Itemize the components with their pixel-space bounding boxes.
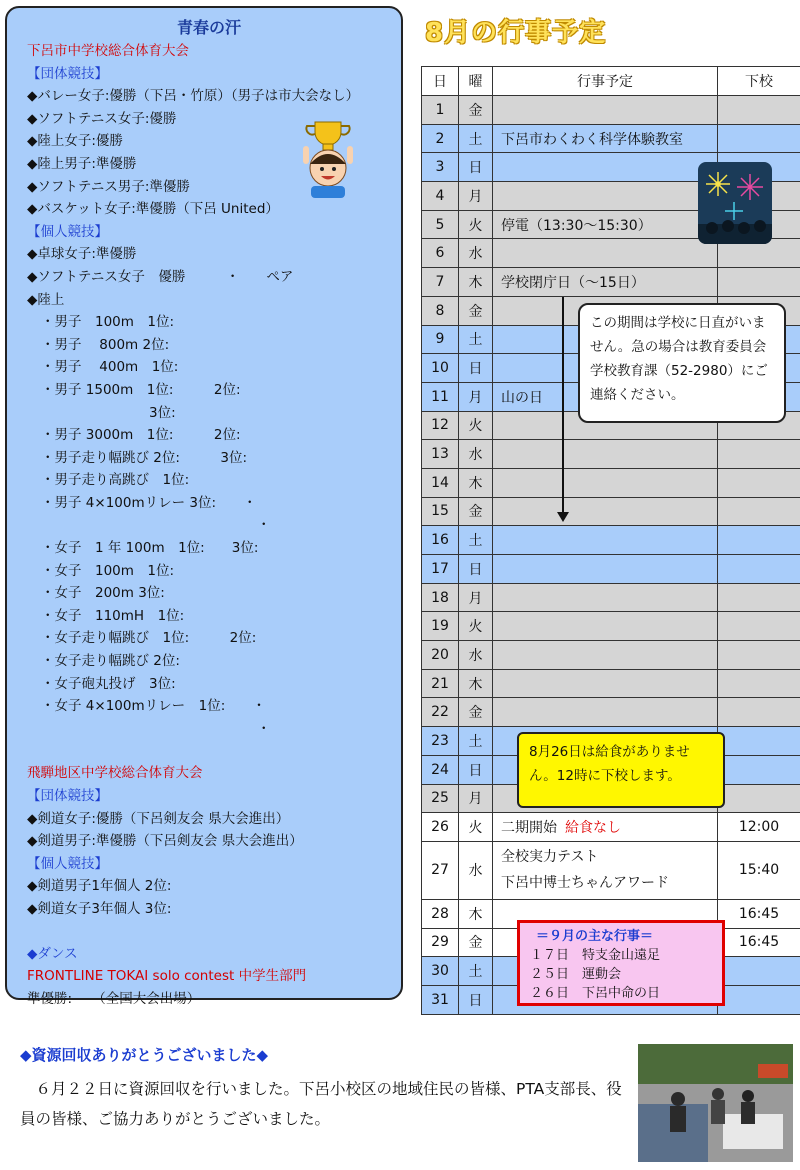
weekday-cell: 土 [459, 727, 493, 756]
calendar-row [422, 612, 800, 641]
september-item: ２６日 下呂中命の日 [530, 986, 661, 1001]
weekday-cell: 金 [459, 698, 493, 727]
result-line: ◆陸上男子:準優勝 [27, 155, 137, 172]
day-cell: 30 [422, 957, 459, 986]
weekday-cell: 火 [459, 612, 493, 641]
event-cell [493, 497, 718, 526]
event-cell [493, 555, 718, 584]
event-cell [493, 96, 718, 125]
result-line: ・女子 100m 1位: [41, 562, 175, 579]
event-cell [493, 182, 718, 211]
event-cell [493, 239, 718, 268]
result-line: ◆ソフトテニス男子:準優勝 [27, 178, 190, 195]
dismissal-cell [718, 497, 800, 526]
calendar-row [422, 497, 800, 526]
dismissal-cell [718, 669, 800, 698]
event-text: 停電（13:30～15:30） [501, 217, 652, 234]
result-line: FRONTLINE TOKAI solo contest 中学生部門 [27, 968, 307, 985]
result-line: ・女子走り幅跳び 2位: [41, 653, 180, 670]
calendar-row [422, 641, 800, 670]
day-cell: 21 [422, 669, 459, 698]
calendar-row [422, 813, 800, 842]
weekday-cell: 土 [459, 325, 493, 354]
result-line: ・女子砲丸投げ 3位: [41, 675, 176, 692]
day-cell: 12 [422, 411, 459, 440]
event-text: 下呂市わくわく科学体験教室 [501, 131, 683, 148]
calendar-row [422, 440, 800, 469]
result-line: 【団体競技】 [27, 65, 108, 82]
header-dismissal: 下校 [718, 67, 800, 96]
day-cell: 7 [422, 268, 459, 297]
result-line: ◆陸上 [27, 291, 65, 308]
result-line: ◆剣道女子:優勝（下呂剣友会 県大会進出） [27, 810, 290, 827]
result-line: 準優勝: （全国大会出場） [27, 990, 201, 1007]
weekday-cell: 日 [459, 153, 493, 182]
weekday-cell: 日 [459, 755, 493, 784]
result-line: ・男子 1500m 1位: 2位: [41, 381, 241, 398]
result-line: ◆剣道男子1年個人 2位: [27, 878, 172, 895]
day-cell: 3 [422, 153, 459, 182]
day-cell: 16 [422, 526, 459, 555]
dismissal-cell [718, 440, 800, 469]
calendar-row [422, 555, 800, 584]
result-line: ◆バレー女子:優勝（下呂・竹原）（男子は市大会なし） [27, 88, 360, 105]
event-cell [493, 669, 718, 698]
result-line: ◆バスケット女子:準優勝（下呂 United） [27, 201, 279, 218]
day-cell: 15 [422, 497, 459, 526]
result-line: ◆卓球女子:準優勝 [27, 246, 137, 263]
calendar-row [422, 669, 800, 698]
weekday-cell: 日 [459, 354, 493, 383]
result-line: ・女子 4×100mリレー 1位: ・ [41, 698, 266, 715]
dismissal-cell [718, 526, 800, 555]
dismissal-cell: 12:00 [718, 813, 800, 842]
weekday-cell: 土 [459, 124, 493, 153]
calendar-row [422, 526, 800, 555]
event-cell [493, 813, 718, 842]
day-cell: 29 [422, 928, 459, 957]
calendar-header-row [422, 67, 800, 96]
event-cell [493, 841, 718, 899]
weekday-cell: 水 [459, 440, 493, 469]
spacer [27, 921, 391, 943]
result-line: ◆ソフトテニス女子:優勝 [27, 110, 177, 127]
result-line: ◆ダンス [27, 945, 78, 962]
dismissal-cell [718, 641, 800, 670]
event-text: 学校閉庁日（～15日） [501, 274, 645, 291]
day-cell: 5 [422, 210, 459, 239]
weekday-cell: 木 [459, 468, 493, 497]
result-line: ・女子 1 年 100m 1位: 3位: [41, 540, 259, 557]
result-line: ・男子 4×100mリレー 3位: ・ [41, 494, 257, 511]
weekday-cell: 木 [459, 669, 493, 698]
day-cell: 20 [422, 641, 459, 670]
event-text-second: 下呂中博士ちゃんアワード [501, 875, 669, 892]
event-cell [493, 210, 718, 239]
september-events-box [517, 920, 725, 1006]
result-line: ・女子走り幅跳び 1位: 2位: [41, 630, 257, 647]
weekday-cell: 土 [459, 957, 493, 986]
day-cell: 14 [422, 468, 459, 497]
result-line: 飛騨地区中学校総合体育大会 [27, 765, 203, 782]
dismissal-cell: 16:45 [718, 899, 800, 928]
dismissal-cell [718, 268, 800, 297]
dismissal-cell [718, 957, 800, 986]
result-line: 3位: [41, 404, 176, 421]
result-line: 【個人競技】 [27, 223, 108, 240]
panel-title: 青春の汗 [176, 18, 241, 37]
weekday-cell: 月 [459, 784, 493, 813]
event-cell [493, 526, 718, 555]
calendar-title: 8月の行事予定 [425, 18, 607, 48]
dismissal-cell [718, 985, 800, 1014]
day-cell: 28 [422, 899, 459, 928]
header-event: 行事予定 [493, 67, 718, 96]
event-cell [493, 698, 718, 727]
recycling-heading: ◆資源回収ありがとうございました◆ [20, 1046, 269, 1064]
weekday-cell: 月 [459, 182, 493, 211]
dismissal-cell [718, 555, 800, 584]
dismissal-cell: 15:40 [718, 841, 800, 899]
sports-results-panel [5, 6, 403, 1007]
result-line: ◆陸上女子:優勝 [27, 133, 123, 150]
weekday-cell: 水 [459, 841, 493, 899]
september-heading: ＝９月の主な行事＝ [536, 929, 654, 944]
day-cell: 22 [422, 698, 459, 727]
weekday-cell: 火 [459, 813, 493, 842]
september-item: １７日 特支金山遠足 [530, 948, 661, 963]
event-cell [493, 583, 718, 612]
calendar-row [422, 583, 800, 612]
dismissal-cell [718, 784, 800, 813]
calendar-row [422, 841, 800, 899]
day-cell: 31 [422, 985, 459, 1014]
result-line: ・男子走り幅跳び 2位: 3位: [41, 449, 248, 466]
calendar-row [422, 124, 800, 153]
result-line: 下呂市中学校総合体育大会 [27, 43, 189, 59]
day-cell: 6 [422, 239, 459, 268]
weekday-cell: 木 [459, 268, 493, 297]
weekday-cell: 土 [459, 526, 493, 555]
dismissal-cell: 16:45 [718, 928, 800, 957]
weekday-cell: 日 [459, 555, 493, 584]
weekday-cell: 日 [459, 985, 493, 1014]
dismissal-cell [718, 468, 800, 497]
recycling-body: ６月２２日に資源回収を行いました。下呂小校区の地域住民の皆様、PTA支部長、役員の皆様、ご協力ありがとうございました。 [20, 1080, 622, 1128]
day-cell: 24 [422, 755, 459, 784]
event-cell [493, 641, 718, 670]
spacer [27, 740, 391, 762]
result-line: ・女子 110mH 1位: [41, 607, 185, 624]
weekday-cell: 月 [459, 382, 493, 411]
day-cell: 19 [422, 612, 459, 641]
result-line: ・女子 200m 3位: [41, 585, 165, 602]
event-text: 二期開始 [501, 820, 557, 837]
event-text: 山の日 [501, 389, 543, 406]
calendar-row [422, 268, 800, 297]
result-line: ◆剣道女子3年個人 3位: [27, 900, 172, 917]
closure-notice-callout: この期間は学校に日直がいません。急の場合は教育委員会学校教育課（52-2980）にご連絡ください。 [578, 303, 786, 423]
dismissal-cell [718, 755, 800, 784]
dismissal-cell [718, 96, 800, 125]
day-cell: 25 [422, 784, 459, 813]
weekday-cell: 水 [459, 239, 493, 268]
day-cell: 8 [422, 296, 459, 325]
result-line: ・男子走り高跳び 1位: [41, 472, 190, 489]
result-line: ・男子 800m 2位: [41, 336, 170, 353]
result-line: ・男子 400m 1位: [41, 359, 179, 376]
result-line: 【団体競技】 [27, 788, 108, 804]
day-cell: 9 [422, 325, 459, 354]
day-cell: 11 [422, 382, 459, 411]
arrow-head-icon [557, 512, 569, 522]
result-line: ・ [41, 720, 271, 737]
day-cell: 26 [422, 813, 459, 842]
day-cell: 23 [422, 727, 459, 756]
dismissal-cell [718, 727, 800, 756]
result-line: ◆剣道男子:準優勝（下呂剣友会 県大会進出） [27, 833, 303, 850]
header-day: 日 [422, 67, 459, 96]
september-item: ２５日 運動会 [530, 967, 622, 982]
dismissal-cell [718, 612, 800, 641]
event-cell [493, 124, 718, 153]
trophy-boy-illustration [297, 118, 359, 198]
weekday-cell: 金 [459, 497, 493, 526]
weekday-cell: 金 [459, 296, 493, 325]
calendar-row [422, 468, 800, 497]
event-cell [493, 612, 718, 641]
day-cell: 13 [422, 440, 459, 469]
calendar-row [422, 96, 800, 125]
day-cell: 18 [422, 583, 459, 612]
event-cell [493, 268, 718, 297]
result-line: ・ [41, 517, 271, 534]
weekday-cell: 月 [459, 583, 493, 612]
day-cell: 17 [422, 555, 459, 584]
result-line: ◆ソフトテニス女子 優勝 ・ ペア [27, 268, 294, 285]
day-cell: 10 [422, 354, 459, 383]
dismissal-cell [718, 124, 800, 153]
dismissal-cell [718, 698, 800, 727]
weekday-cell: 木 [459, 899, 493, 928]
event-text: 全校実力テスト [501, 849, 599, 866]
weekday-cell: 火 [459, 210, 493, 239]
lunch-notice-callout: 8月26日は給食がありません。12時に下校します。 [517, 732, 725, 808]
event-note-red: 給食なし [565, 820, 621, 837]
day-cell: 4 [422, 182, 459, 211]
dismissal-cell [718, 583, 800, 612]
event-cell [493, 468, 718, 497]
weekday-cell: 金 [459, 96, 493, 125]
closure-period-arrow [562, 297, 564, 515]
day-cell: 1 [422, 96, 459, 125]
event-cell [493, 440, 718, 469]
calendar-row [422, 698, 800, 727]
day-cell: 27 [422, 841, 459, 899]
weekday-cell: 水 [459, 641, 493, 670]
fireworks-illustration [698, 162, 772, 244]
weekday-cell: 金 [459, 928, 493, 957]
result-line: 【個人競技】 [27, 855, 108, 872]
result-line: ・男子 3000m 1位: 2位: [41, 427, 241, 444]
result-line: ・男子 100m 1位: [41, 314, 175, 331]
event-cell [493, 153, 718, 182]
header-weekday: 曜 [459, 67, 493, 96]
recycling-photo [638, 1044, 793, 1162]
weekday-cell: 火 [459, 411, 493, 440]
day-cell: 2 [422, 124, 459, 153]
